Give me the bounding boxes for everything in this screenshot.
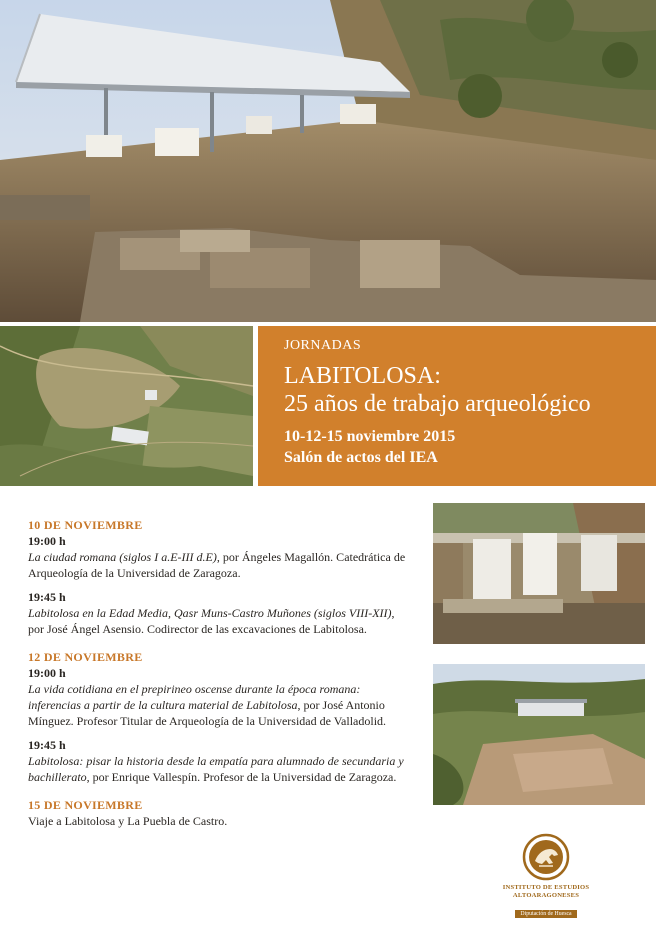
institute-logo <box>493 833 599 917</box>
title-banner <box>258 326 656 486</box>
talk <box>28 589 413 637</box>
talk-speaker: , por José Antonio Mínguez. Profesor Titular de Arqueología de la Universidad de Valladolid. <box>28 698 387 728</box>
event-title: LABITOLOSA: <box>284 363 441 389</box>
excursion-note: Viaje a Labitolosa y La Puebla de Castro. <box>28 814 228 828</box>
program <box>28 517 413 829</box>
site-photo <box>433 664 645 805</box>
logo-line-2: ALTOARAGONESES <box>512 892 580 899</box>
talk <box>28 533 413 581</box>
talk-title: La vida cotidiana en el prepirineo oscense durante la época romana: inferencias a partir de la cultura material de Labitolosa <box>28 682 361 712</box>
talk-time: 19:00 h <box>28 534 66 548</box>
aerial-photo <box>0 326 253 486</box>
talk-time: 19:00 h <box>28 666 66 680</box>
talk-speaker: , por Ángeles Magallón. Catedrática de Arqueología de la Universidad de Zaragoza. <box>28 550 406 580</box>
institute-seal-icon <box>522 833 570 881</box>
talk-speaker: , por José Ángel Asensio. Codirector de las excavaciones de Labitolosa. <box>28 606 395 636</box>
talk-speaker: , por Enrique Vallespín. Profesor de la Universidad de Zaragoza. <box>86 770 397 784</box>
talk-time: 19:45 h <box>28 590 66 604</box>
day-heading: 12 DE NOVIEMBRE <box>28 650 143 664</box>
talk <box>28 665 413 729</box>
logo-line-1: INSTITUTO DE ESTUDIOS <box>502 884 590 891</box>
event-subtitle: 25 años de trabajo arqueológico <box>284 391 591 417</box>
day-heading: 10 DE NOVIEMBRE <box>28 518 143 532</box>
day-heading: 15 DE NOVIEMBRE <box>28 798 143 812</box>
talk-title: Labitolosa: pisar la historia desde la empatía para alumnado de secundaria y bachillerato <box>28 754 404 784</box>
talk-title: La ciudad romana (siglos I a.E-III d.E) <box>28 550 217 564</box>
logo-line-3: Diputación de Huesca <box>515 910 576 918</box>
talk-title: Labitolosa en la Edad Media, Qasr Muns-Castro Muñones (siglos VIII-XII) <box>28 606 392 620</box>
event-kicker: JORNADAS <box>284 338 362 353</box>
excavation-photo <box>433 503 645 644</box>
hero-photo <box>0 0 656 322</box>
talk <box>28 737 413 785</box>
event-dates: 10-12-15 noviembre 2015 <box>284 428 456 445</box>
event-venue: Salón de actos del IEA <box>284 449 438 466</box>
talk-time: 19:45 h <box>28 738 66 752</box>
